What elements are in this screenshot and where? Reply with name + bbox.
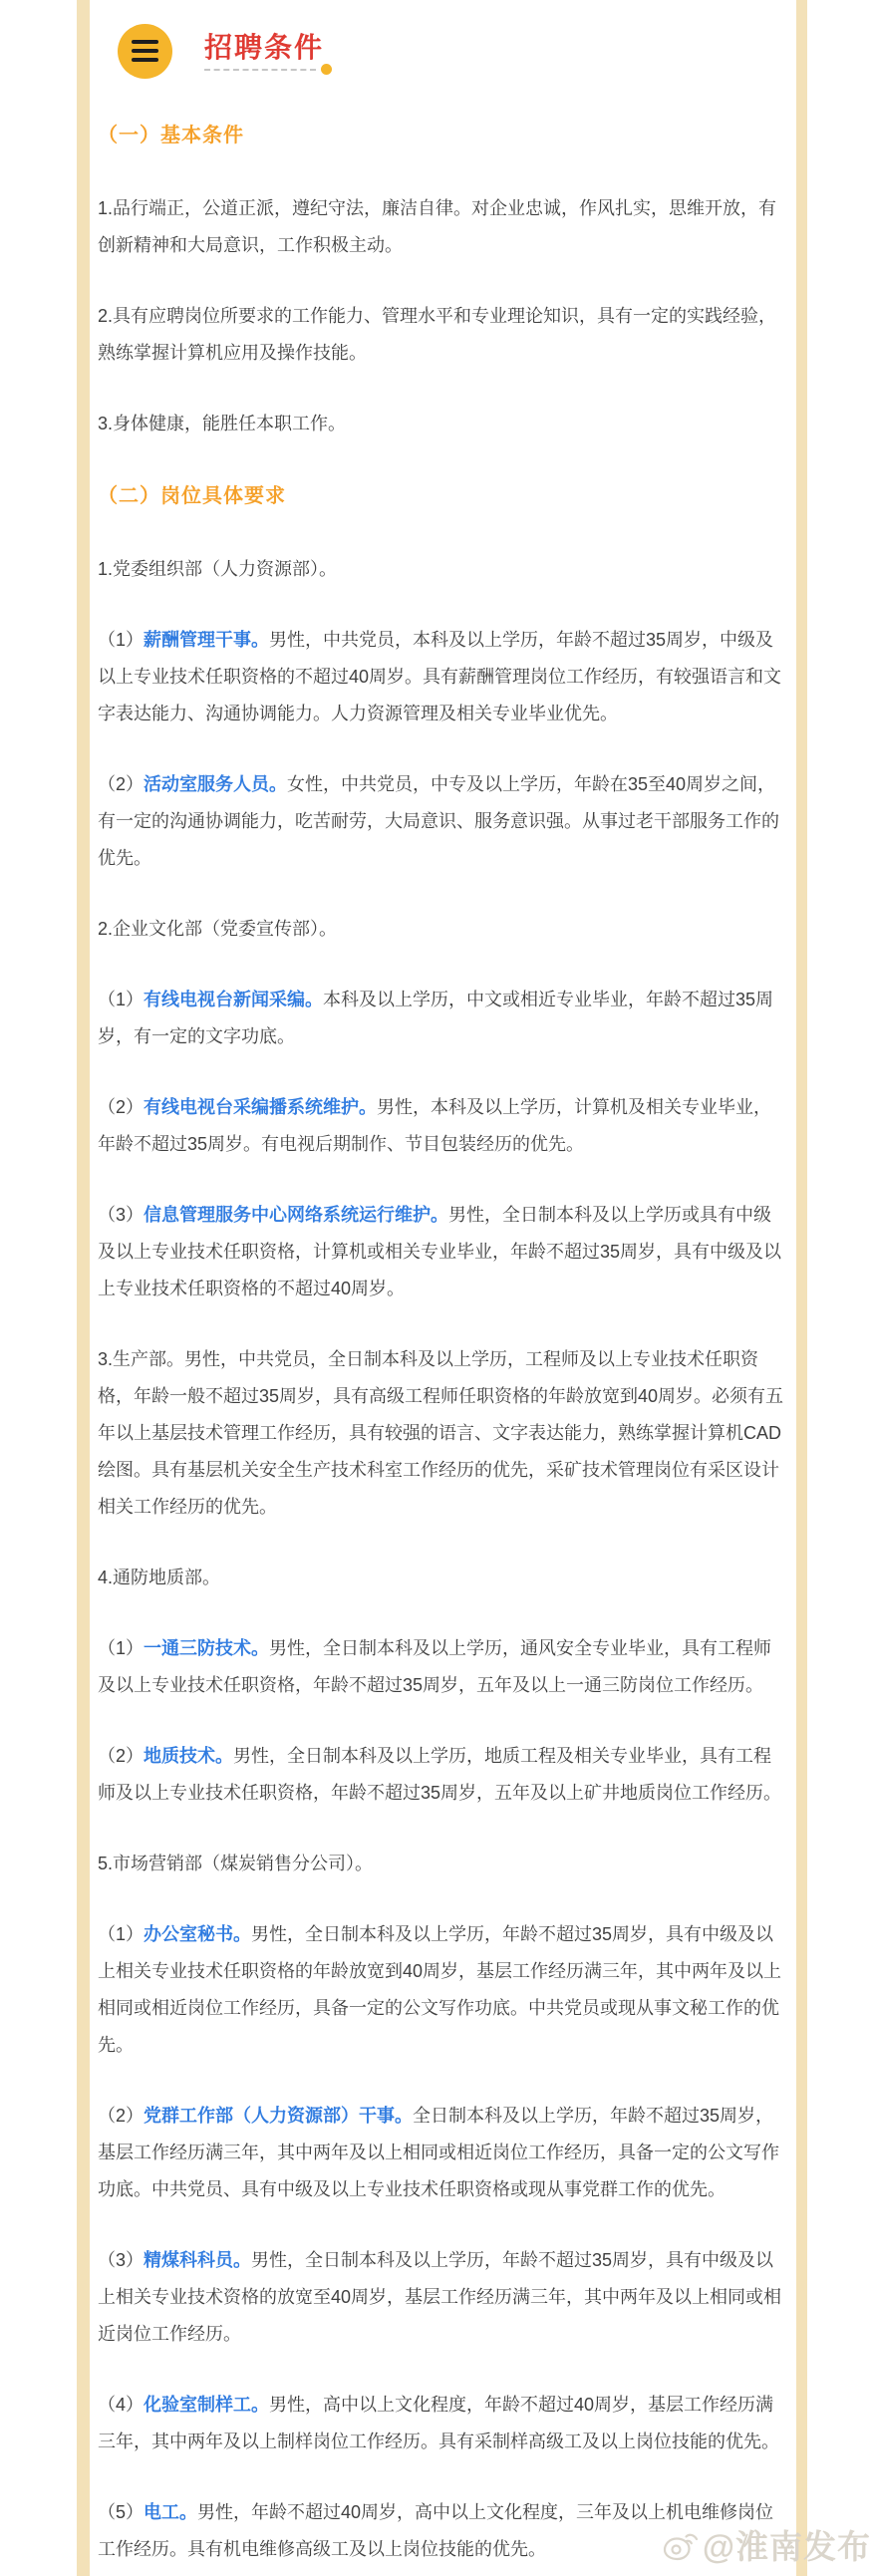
job-title: 有线电视台新闻采编。 bbox=[144, 990, 324, 1009]
dept-heading bbox=[98, 1560, 787, 1596]
dept-heading bbox=[98, 1341, 787, 1526]
job-title: 薪酬管理干事。 bbox=[144, 630, 270, 650]
paragraph bbox=[98, 298, 787, 372]
position-item bbox=[98, 1089, 787, 1163]
position-item bbox=[98, 2098, 787, 2208]
article-content bbox=[98, 16, 787, 2576]
left-border-rail bbox=[77, 0, 90, 2576]
item-index: （5） bbox=[98, 2502, 145, 2522]
job-title: 精煤科科员。 bbox=[144, 2250, 252, 2270]
section-heading-basic: （一）基本条件 bbox=[98, 125, 244, 146]
paragraph-text: 本科及以上学历，中文或相近专业毕业，年龄不超过35周岁，有一定的文字功底。 bbox=[98, 990, 774, 1046]
item-index: （2） bbox=[98, 1746, 145, 1766]
dept-heading bbox=[98, 551, 787, 588]
dept-heading bbox=[98, 1846, 787, 1882]
position-item bbox=[98, 1916, 787, 2064]
watermark-text: @淮南发布 bbox=[702, 2528, 871, 2565]
item-index: （1） bbox=[98, 1638, 145, 1658]
job-title: 信息管理服务中心网络系统运行维护。 bbox=[144, 1205, 449, 1225]
position-item bbox=[98, 766, 787, 877]
job-title: 电工。 bbox=[144, 2502, 198, 2522]
paragraph-text: 男性，全日制本科及以上学历，年龄不超过35周岁，具有中级及以上相关专业技术任职资格的年龄放宽到40周岁，基层工作经历满三年，其中两年及以上相同或相近岗位工作经历，具备一定的公文写作功底。中共党员或现从事文秘工作的优先。 bbox=[98, 1924, 782, 2055]
item-index: （3） bbox=[98, 2250, 145, 2270]
dept-heading bbox=[98, 911, 787, 948]
paragraph-text: 男性，全日制本科及以上学历，年龄不超过35周岁，具有中级及以上相关专业技术资格的放宽至40周岁，基层工作经历满三年，其中两年及以上相同或相近岗位工作经历。 bbox=[98, 2250, 782, 2344]
section-heading-positions: （二）岗位具体要求 bbox=[98, 485, 286, 507]
item-index: （2） bbox=[98, 1097, 145, 1117]
dashed-underline bbox=[204, 69, 316, 71]
paragraph-text: 男性，中共党员，本科及以上学历，年龄不超过35周岁，中级及以上专业技术任职资格的不超过40周岁。具有薪酬管理岗位工作经历，有较强语言和文字表达能力、沟通协调能力。人力资源管理及相关专业毕业优先。 bbox=[98, 630, 782, 723]
item-index: （4） bbox=[98, 2395, 145, 2415]
paragraph bbox=[98, 406, 787, 442]
paragraph-text: 男性，高中以上文化程度，年龄不超过40周岁，基层工作经历满三年，其中两年及以上制样岗位工作经历。具有采制样高级工及以上岗位技能的优先。 bbox=[98, 2395, 779, 2451]
paragraph-text: 全日制本科及以上学历，年龄不超过35周岁，基层工作经历满三年，其中两年及以上相同或相近岗位工作经历，具备一定的公文写作功底。中共党员、具有中级及以上专业技术任职资格或现从事党群工作的优先。 bbox=[98, 2106, 779, 2199]
article-header bbox=[118, 20, 787, 82]
position-item bbox=[98, 2242, 787, 2353]
yellow-dot-icon bbox=[321, 64, 332, 75]
paragraph-text: 3.身体健康，能胜任本职工作。 bbox=[98, 414, 347, 433]
paragraph-text: 2.具有应聘岗位所要求的工作能力、管理水平和专业理论知识，具有一定的实践经验，熟练掌握计算机应用及操作技能。 bbox=[98, 306, 777, 363]
item-index: （1） bbox=[98, 1924, 145, 1944]
item-index: （2） bbox=[98, 774, 145, 794]
item-index: （2） bbox=[98, 2106, 145, 2126]
title-wrap bbox=[204, 31, 324, 72]
job-title: 化验室制样工。 bbox=[144, 2395, 270, 2415]
paragraph-text: 男性，本科及以上学历，计算机及相关专业毕业，年龄不超过35周岁。有电视后期制作、节目包装经历的优先。 bbox=[98, 1097, 772, 1154]
paragraph-text: 4.通防地质部。 bbox=[98, 1568, 221, 1587]
page-title: 招聘条件 bbox=[204, 31, 325, 63]
job-title: 党群工作部（人力资源部）干事。 bbox=[144, 2106, 414, 2126]
paragraph-text: 男性，全日制本科及以上学历，通风安全专业毕业，具有工程师及以上专业技术任职资格，年龄不超过35周岁，五年及以上一通三防岗位工作经历。 bbox=[98, 1638, 772, 1695]
watermark bbox=[663, 2521, 871, 2568]
position-item bbox=[98, 1197, 787, 1307]
paragraph-text: 1.党委组织部（人力资源部）。 bbox=[98, 559, 338, 579]
job-title: 一通三防技术。 bbox=[144, 1638, 270, 1658]
paragraph-text: 男性，年龄不超过40周岁，高中以上文化程度，三年及以上机电维修岗位工作经历。具有机电维修高级工及以上岗位技能的优先。 bbox=[98, 2502, 774, 2559]
position-item bbox=[98, 1738, 787, 1812]
weibo-icon bbox=[663, 2529, 699, 2561]
paragraph-text: 男性，全日制本科及以上学历，地质工程及相关专业毕业，具有工程师及以上专业技术任职资格，年龄不超过35周岁，五年及以上矿井地质岗位工作经历。 bbox=[98, 1746, 782, 1803]
position-item bbox=[98, 982, 787, 1055]
paragraph-text: 女性，中共党员，中专及以上学历，年龄在35至40周岁之间，有一定的沟通协调能力，吃苦耐劳，大局意识、服务意识强。从事过老干部服务工作的优先。 bbox=[98, 774, 779, 868]
job-title: 活动室服务人员。 bbox=[144, 774, 288, 794]
item-index: （1） bbox=[98, 630, 145, 650]
job-title: 办公室秘书。 bbox=[144, 1924, 252, 1944]
paragraph-text: 男性，全日制本科及以上学历或具有中级及以上专业技术任职资格，计算机或相关专业毕业，年龄不超过35周岁，具有中级及以上专业技术任职资格的不超过40周岁。 bbox=[98, 1205, 782, 1298]
item-index: （3） bbox=[98, 1205, 145, 1225]
paragraph-text: 3.生产部。男性，中共党员，全日制本科及以上学历，工程师及以上专业技术任职资格，年龄一般不超过35周岁，具有高级工程师任职资格的年龄放宽到40周岁。必须有五年以上基层技术管理工作经历，具有较强的语言、文字表达能力，熟练掌握计算机CAD绘图。具有基层机关安全生产技术科室工作经历的优先，采矿技术管理岗位有采区设计相关工作经历的优先。 bbox=[98, 1349, 784, 1517]
paragraph-text: 1.品行端正，公道正派，遵纪守法，廉洁自律。对企业忠诚，作风扎实，思维开放，有创新精神和大局意识，工作积极主动。 bbox=[98, 198, 777, 255]
job-title: 有线电视台采编播系统维护。 bbox=[144, 1097, 378, 1117]
item-index: （1） bbox=[98, 990, 145, 1009]
paragraph-text: 2.企业文化部（党委宣传部）。 bbox=[98, 919, 338, 939]
job-title: 地质技术。 bbox=[144, 1746, 234, 1766]
position-item bbox=[98, 1630, 787, 1704]
position-item bbox=[98, 622, 787, 732]
position-item bbox=[98, 2387, 787, 2460]
paragraph-text: 5.市场营销部（煤炭销售分公司）。 bbox=[98, 1854, 374, 1873]
paragraph bbox=[98, 190, 787, 264]
right-border-rail bbox=[796, 0, 807, 2576]
menu-icon bbox=[118, 24, 172, 79]
